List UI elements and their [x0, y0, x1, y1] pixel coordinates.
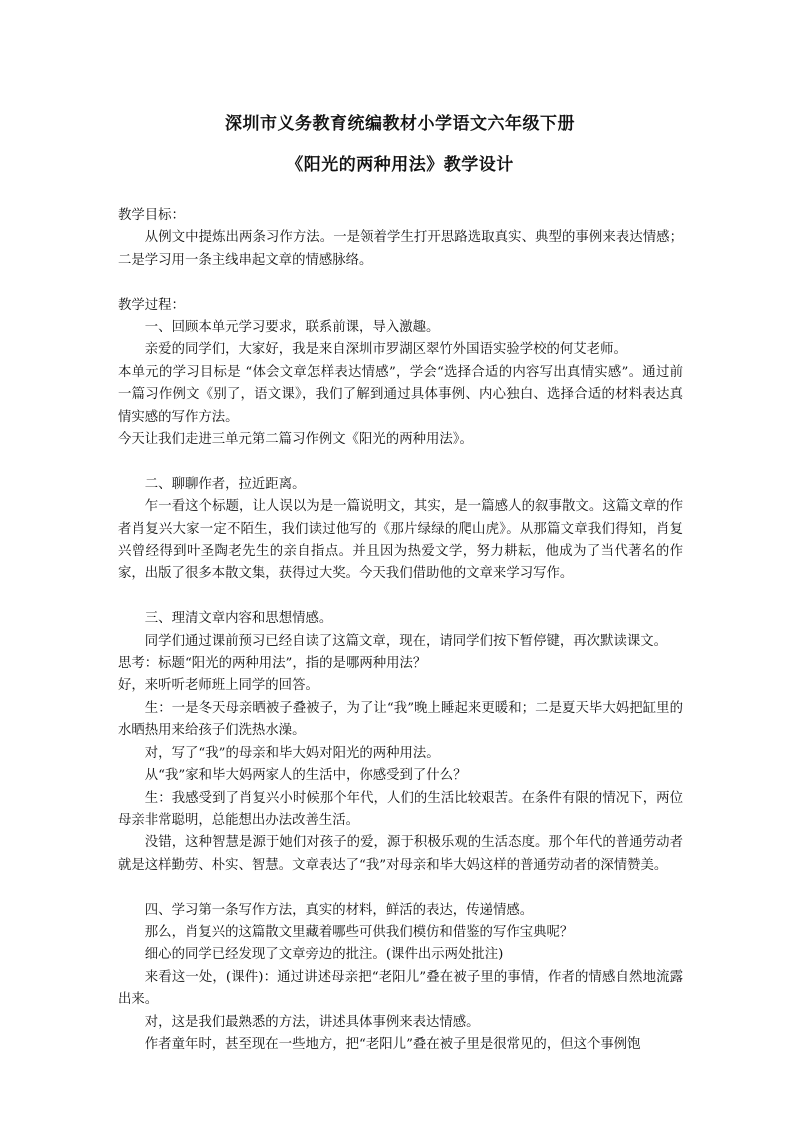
paragraph: 乍一看这个标题，让人误以为是一篇说明文，其实，是一篇感人的叙事散文。这篇文章的作者肖复兴大家一定不陌生，我们读过他写的《那片绿绿的爬山虎》。从那篇文章我们得知，肖复兴曾经得到叶圣陶老先生的亲自指点。并且因为热爱文学，努力耕耘，他成为了当代著名的作家，出版了很多本散文集，获得过大奖。今天我们借助他的文章来学习写作。 [118, 499, 683, 582]
paragraph: 生：我感受到了肖复兴小时候那个年代，人们的生活比较艰苦。在条件有限的情况下，两位母亲非常聪明，总能想出办法改善生活。 [118, 790, 683, 828]
objectives-label: 教学目标： [118, 208, 185, 223]
section-3-heading: 三、理清文章内容和思想情感。 [144, 611, 333, 627]
paragraph: 那么，肖复兴的这篇散文里藏着哪些可供我们模仿和借鉴的写作宝典呢？ [144, 924, 574, 940]
paragraph: 细心的同学已经发现了文章旁边的批注。(课件出示两处批注) [144, 947, 504, 963]
section-4-heading: 四、学习第一条写作方法，真实的材料，鲜活的表达，传递情感。 [144, 902, 534, 918]
section-2-heading: 二、聊聊作者，拉近距离。 [144, 476, 306, 492]
paragraph: 对，写了“我”的母亲和毕大妈对阳光的两种用法。 [144, 745, 440, 761]
paragraph: 亲爱的同学们，大家好，我是来自深圳市罗湖区翠竹外国语实验学校的何艾老师。 [144, 342, 627, 358]
spacer [118, 272, 683, 294]
spacer [118, 877, 683, 899]
process-label: 教学过程： [118, 297, 185, 313]
document-title: 深圳市义务教育统编教材小学语文六年级下册 [225, 114, 575, 134]
paragraph: 作者童年时，甚至现在一些地方，把“老阳儿”叠在被子里是很常见的，但这个事例饱 [144, 1036, 641, 1052]
paragraph: 生：一是冬天母亲晒被子叠被子，为了让“我”晚上睡起来更暖和；二是夏天毕大妈把缸里的水晒热用来给孩子们洗热水澡。 [118, 700, 683, 739]
spacer [118, 586, 683, 608]
paragraph: 同学们通过课前预习已经自读了这篇文章，现在，请同学们按下暂停键，再次默读课文。 [144, 633, 668, 649]
document-subtitle: 《阳光的两种用法》教学设计 [286, 155, 514, 175]
section-1-heading: 一、回顾本单元学习要求，联系前课，导入激趣。 [144, 320, 440, 336]
spacer [118, 451, 683, 473]
paragraph: 没错，这种智慧是源于她们对孩子的爱，源于积极乐观的生活态度。那个年代的普通劳动者就是这样勤劳、朴实、智慧。文章表达了“我”对母亲和毕大妈这样的普通劳动者的深情赞美。 [118, 835, 683, 873]
paragraph: 好，来听听老师班上同学的回答。 [118, 678, 319, 694]
paragraph: 思考：标题“阳光的两种用法”，指的是哪两种用法？ [118, 656, 427, 672]
paragraph: 从“我”家和毕大妈两家人的生活中，你感受到了什么？ [144, 768, 467, 784]
document-body [118, 205, 683, 1056]
paragraph: 来看这一处，(课件)：通过讲述母亲把“老阳儿”叠在被子里的事情，作者的情感自然地流露出来。 [118, 969, 683, 1008]
objectives-text: 从例文中提炼出两条习作方法。一是领着学生打开思路选取真实、典型的事例来表达情感；二是学习用一条主线串起文章的情感脉络。 [118, 230, 683, 268]
paragraph: 本单元的学习目标是 “体会文章怎样表达情感”，学会“选择合适的内容写出真情实感”。通过前一篇习作例文《别了，语文课》，我们了解到通过具体事例、内心独白、选择合适的材料表达真情实感的写作方法。 [118, 364, 683, 425]
paragraph: 对，这是我们最熟悉的方法，讲述具体事例来表达情感。 [144, 1014, 480, 1030]
paragraph: 今天让我们走进三单元第二篇习作例文《阳光的两种用法》。 [118, 432, 473, 448]
